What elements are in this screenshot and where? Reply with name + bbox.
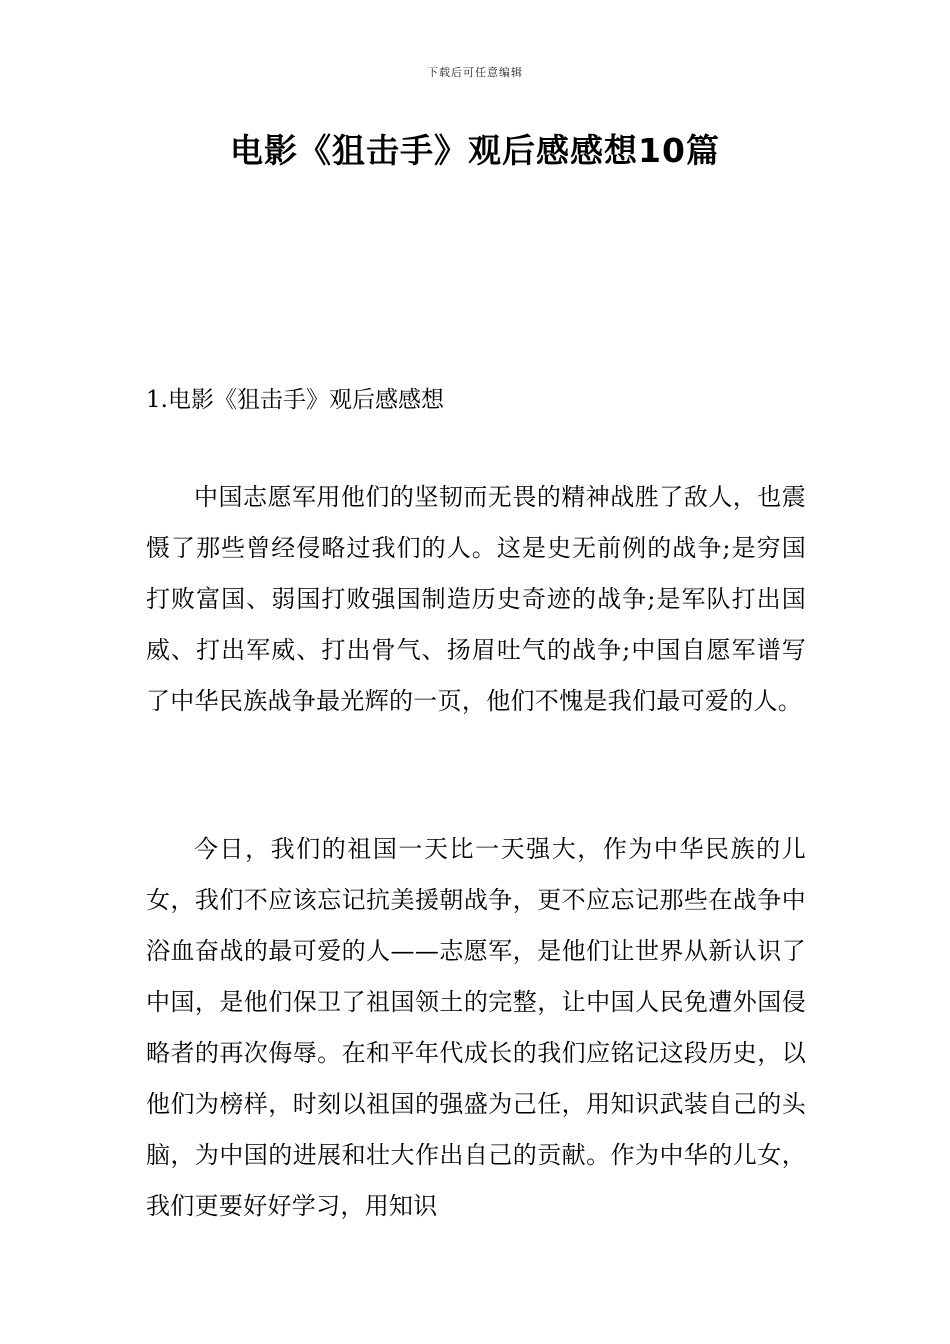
body-paragraph-2: 今日，我们的祖国一天比一天强大，作为中华民族的儿女，我们不应该忘记抗美援朝战争，更不应忘记那些在战争中浴血奋战的最可爱的人——志愿军，是他们让世界从新认识了中国，是他们保卫了祖国领土的完整，让中国人民免遭外国侵略者的再次侮辱。在和平年代成长的我们应铭记这段历史，以他们为榜样，时刻以祖国的强盛为己任，用知识武装自己的头脑，为中国的进展和壮大作出自己的贡献。作为中华的儿女，我们更要好好学习，用知识: [146, 835, 806, 1220]
body-paragraph-1: 中国志愿军用他们的坚韧而无畏的精神战胜了敌人，也震慑了那些曾经侵略过我们的人。这是史无前例的战争;是穷国打败富国、弱国打败强国制造历史奇迹的战争;是军队打出国威、打出军威、打出骨气、扬眉吐气的战争;中国自愿军谱写了中华民族战争最光辉的一页，他们不愧是我们最可爱的人。: [146, 483, 806, 715]
header-note: 下载后可任意编辑: [427, 66, 523, 79]
section-heading: 1.电影《狙击手》观后感感想: [146, 387, 444, 413]
document-title: 电影《狙击手》观后感感想10篇: [230, 131, 720, 170]
